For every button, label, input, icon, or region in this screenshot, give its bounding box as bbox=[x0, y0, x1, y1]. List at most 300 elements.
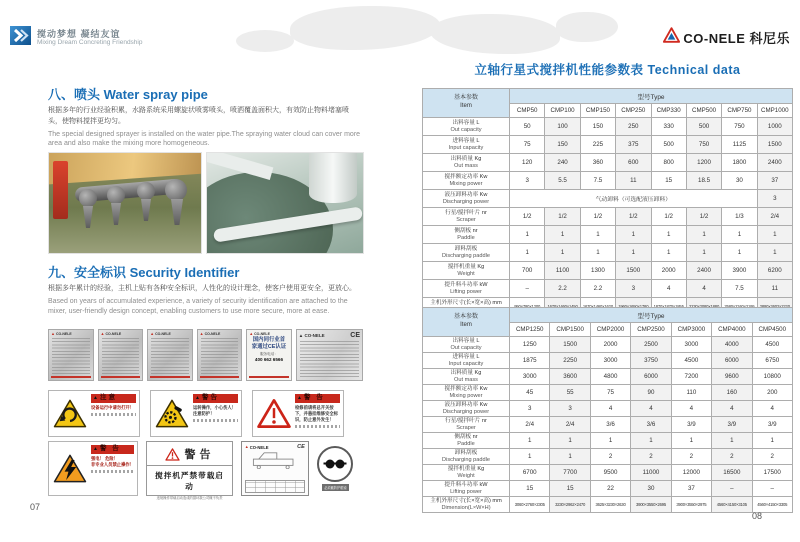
row-label: 主机外形尺寸(长×宽×高) mm bbox=[423, 298, 510, 316]
value-cell: 15 bbox=[510, 481, 550, 497]
row-label: 出料容量 L Out capacity bbox=[423, 337, 510, 353]
value-cell: 3 bbox=[616, 280, 651, 298]
value-cell: 1 bbox=[686, 226, 721, 244]
label-brand: CO-NELE bbox=[254, 332, 270, 336]
model-header: CMP2500 bbox=[631, 323, 671, 337]
row-label: 进料容量 L Input capacity bbox=[423, 353, 510, 369]
warning-label: ▲ 警告 运转操作，小心伤人！ 注意防护！ bbox=[150, 390, 242, 437]
value-cell: 600 bbox=[616, 154, 651, 172]
fine-print-lines bbox=[295, 425, 340, 428]
value-cell: 4 bbox=[651, 280, 686, 298]
world-map-decoration bbox=[290, 6, 440, 50]
row-label: 侧刮板 nr Paddle bbox=[423, 433, 510, 449]
value-cell: 3/9 bbox=[752, 417, 792, 433]
fine-print-lines bbox=[102, 338, 140, 374]
model-header: CMP750 bbox=[722, 104, 757, 118]
value-cell: 800 bbox=[651, 154, 686, 172]
table-row bbox=[423, 226, 793, 244]
type-header: 型号Type bbox=[510, 89, 793, 104]
model-header: CMP50 bbox=[510, 104, 545, 118]
value-cell: 750 bbox=[722, 118, 757, 136]
model-header: CMP4000 bbox=[712, 323, 752, 337]
model-header: CMP4500 bbox=[752, 323, 792, 337]
ce-nameplate-label bbox=[296, 329, 363, 381]
value-cell: 11 bbox=[757, 280, 792, 298]
item-header: 基本参数 Item bbox=[423, 89, 510, 118]
value-cell: 1 bbox=[510, 449, 550, 465]
value-cell: 4000 bbox=[712, 337, 752, 353]
label-brand: CO-NELE bbox=[105, 332, 122, 336]
row-label: 行星/搅拌叶片 nr Scraper bbox=[423, 417, 510, 433]
entanglement-hazard-icon bbox=[155, 398, 189, 429]
value-cell: 1 bbox=[616, 244, 651, 262]
table-row bbox=[423, 118, 793, 136]
value-cell: 500 bbox=[686, 118, 721, 136]
value-cell: 1 bbox=[550, 449, 590, 465]
instruction-label bbox=[48, 329, 94, 381]
value-cell: 7.5 bbox=[580, 172, 615, 190]
value-cell: 240 bbox=[545, 154, 580, 172]
value-cell: 3/9 bbox=[671, 417, 711, 433]
value-cell: 200 bbox=[752, 385, 792, 401]
value-cell: 6700 bbox=[510, 465, 550, 481]
row-label: 搅拌额定功率 Kw Mixing power bbox=[423, 172, 510, 190]
goggles-text: 必须戴防护眼镜 bbox=[324, 486, 347, 490]
warning-header: 注意 bbox=[99, 394, 117, 401]
value-cell: 2.2 bbox=[580, 280, 615, 298]
value-cell: 15 bbox=[651, 172, 686, 190]
value-cell: 360 bbox=[580, 154, 615, 172]
value-cell: 11 bbox=[616, 172, 651, 190]
value-cell: 50 bbox=[510, 118, 545, 136]
table-row bbox=[423, 244, 793, 262]
value-cell: 3 bbox=[510, 172, 545, 190]
warning-text: 运转操作，小心伤人！ 注意防护！ bbox=[193, 404, 236, 416]
instruction-label bbox=[147, 329, 193, 381]
brand-triangle-icon: ▲ bbox=[100, 331, 105, 336]
value-cell: 9500 bbox=[590, 465, 630, 481]
row-label: 搅拌额定功率 Kw Mixing power bbox=[423, 385, 510, 401]
row-label: 进料容量 L Input capacity bbox=[423, 136, 510, 154]
value-cell: 1 bbox=[757, 244, 792, 262]
value-cell: 15 bbox=[550, 481, 590, 497]
fine-print-lines bbox=[91, 470, 134, 473]
row-label: 行星/搅拌叶片 nr Scraper bbox=[423, 208, 510, 226]
world-map-decoration bbox=[430, 14, 560, 54]
row-label: 出料质量 Kg Out mass bbox=[423, 369, 510, 385]
table-header-row bbox=[423, 308, 793, 323]
fine-print-lines bbox=[193, 419, 238, 422]
value-cell: 3900×3550×2695 bbox=[631, 497, 671, 513]
warning-text: 设备运行中请勿打开！ bbox=[91, 404, 134, 410]
model-header: CMP3000 bbox=[671, 323, 711, 337]
warning-text: 强电！ 危险！ 非专业人员禁止操作！ bbox=[91, 455, 134, 467]
value-cell: 1250 bbox=[510, 337, 550, 353]
fine-print-lines bbox=[300, 341, 359, 377]
value-cell: 3750 bbox=[631, 353, 671, 369]
table-row bbox=[423, 433, 793, 449]
value-cell: 1 bbox=[631, 433, 671, 449]
section8-title: 八、喷头 Water spray pipe bbox=[48, 87, 208, 102]
machine-nameplate-label bbox=[241, 441, 309, 496]
value-cell: 22 bbox=[590, 481, 630, 497]
value-cell: 6750 bbox=[752, 353, 792, 369]
row-label: 提升料斗功率 kW Lifting power bbox=[423, 280, 510, 298]
warning-label: ▲ 警 告 强电！ 危险！ 非专业人员禁止操作！ bbox=[48, 441, 138, 496]
no-load-start-label bbox=[146, 441, 232, 500]
value-cell: 150 bbox=[545, 136, 580, 154]
chevron-logo-icon bbox=[10, 26, 31, 45]
row-label: 卸料刮板 Discharging paddle bbox=[423, 244, 510, 262]
value-cell: 1 bbox=[712, 433, 752, 449]
value-cell: 2.2 bbox=[545, 280, 580, 298]
value-cell: 75 bbox=[510, 136, 545, 154]
value-cell: 375 bbox=[616, 136, 651, 154]
value-cell: 1 bbox=[510, 226, 545, 244]
value-cell: 3/6 bbox=[631, 417, 671, 433]
value-cell: 1 bbox=[545, 244, 580, 262]
value-cell: 2000 bbox=[590, 337, 630, 353]
model-header: CMP2000 bbox=[590, 323, 630, 337]
warning-header: 警 告 bbox=[99, 445, 121, 452]
section8-body-cn: 根据多年的行业经验积累，水路系统采用螺旋状喷雾喷头，喷洒覆盖面积大，有效防止物料堵塞喷头，使物料搅拌更均匀。 bbox=[48, 107, 349, 125]
fine-print-lines bbox=[151, 338, 189, 374]
value-cell: 2/4 bbox=[550, 417, 590, 433]
instruction-label bbox=[197, 329, 243, 381]
technical-table-1 bbox=[422, 88, 793, 316]
value-cell: 3000 bbox=[671, 337, 711, 353]
label-brand: CO-NELE bbox=[204, 332, 221, 336]
table-row bbox=[423, 172, 793, 190]
warning-sub-text: 违规操作带载启动造成的损坏我公司概不负责 bbox=[156, 496, 223, 500]
value-cell: 4 bbox=[712, 401, 752, 417]
value-cell: 1 bbox=[671, 433, 711, 449]
model-header: CMP100 bbox=[545, 104, 580, 118]
table-row bbox=[423, 190, 793, 208]
row-label: 提升料斗功率 kW Lifting power bbox=[423, 481, 510, 497]
value-cell: 4 bbox=[686, 280, 721, 298]
value-cell: 4560×4150×3305 bbox=[752, 497, 792, 513]
table-row bbox=[423, 465, 793, 481]
value-cell: 7200 bbox=[671, 369, 711, 385]
warning-header: 警 告 bbox=[303, 394, 325, 401]
value-cell: 1 bbox=[651, 244, 686, 262]
value-cell: 1 bbox=[757, 226, 792, 244]
fine-print-lines bbox=[91, 413, 136, 416]
value-cell: 90 bbox=[631, 385, 671, 401]
value-cell: 2 bbox=[631, 449, 671, 465]
table-row bbox=[423, 208, 793, 226]
row-label: 液压卸料功率 Kw Discharging power bbox=[423, 401, 510, 417]
section9-title: 九、安全标识 Security Identifier bbox=[48, 265, 240, 280]
section9-body-cn: 根据多年累计的经验，主机上贴有各种安全标识，人性化的设计理念，使客户使用更安全，更放心。 bbox=[48, 285, 356, 292]
instruction-label bbox=[98, 329, 144, 381]
value-cell: 1 bbox=[580, 226, 615, 244]
value-cell: 45 bbox=[510, 385, 550, 401]
value-cell: 3900 bbox=[722, 262, 757, 280]
table-row bbox=[423, 262, 793, 280]
label-brand: ▲ CO-NELE bbox=[298, 333, 325, 338]
value-cell: 9600 bbox=[712, 369, 752, 385]
value-cell: 16500 bbox=[712, 465, 752, 481]
value-cell: 1 bbox=[722, 226, 757, 244]
cert-phone-number: 400 662 6566 bbox=[254, 356, 284, 362]
value-cell: 4500 bbox=[752, 337, 792, 353]
table-row bbox=[423, 497, 793, 513]
value-cell: 1/2 bbox=[510, 208, 545, 226]
general-warning-icon bbox=[165, 448, 180, 461]
value-cell: 500 bbox=[651, 136, 686, 154]
value-cell: 37 bbox=[757, 172, 792, 190]
technical-data-title: 立轴行星式搅拌机性能参数表 Technical data bbox=[474, 63, 741, 77]
merged-cell: 气动卸料（可选配液压卸料） bbox=[510, 190, 758, 208]
value-cell: 225 bbox=[580, 136, 615, 154]
type-header: 型号Type bbox=[510, 308, 793, 323]
value-cell: 2400 bbox=[757, 154, 792, 172]
value-cell: 1/2 bbox=[545, 208, 580, 226]
page-number-left: 07 bbox=[30, 502, 41, 512]
value-cell: 1/2 bbox=[616, 208, 651, 226]
model-header: CMP1000 bbox=[757, 104, 792, 118]
value-cell: 10800 bbox=[752, 369, 792, 385]
table-row bbox=[423, 369, 793, 385]
value-cell: 2/4 bbox=[510, 417, 550, 433]
value-cell: 4560×4150×3105 bbox=[712, 497, 752, 513]
value-cell: 1500 bbox=[757, 136, 792, 154]
row-label: 侧刮板 nr Paddle bbox=[423, 226, 510, 244]
row-label: 主机外形尺寸(长×宽×高) mm Dimension(L×W×H) bbox=[423, 497, 510, 513]
spray-pipe-photo bbox=[48, 152, 202, 254]
cert-line-2: 家通过CE认证 bbox=[251, 343, 287, 350]
value-cell: 4 bbox=[590, 401, 630, 417]
value-cell: 2 bbox=[590, 449, 630, 465]
value-cell: 2000 bbox=[651, 262, 686, 280]
value-cell: 1 bbox=[510, 433, 550, 449]
value-cell: 1200 bbox=[686, 154, 721, 172]
value-cell: 1 bbox=[510, 244, 545, 262]
label-brand: CO-NELE bbox=[249, 444, 269, 450]
row-label: 出料容量 L Out capacity bbox=[423, 118, 510, 136]
warning-label: ▲ 警 告 检修前请将总开关按下，并悬挂维修安全标识，防止意外发生！ bbox=[252, 390, 344, 437]
table-row bbox=[423, 449, 793, 465]
model-header: CMP150 bbox=[580, 104, 615, 118]
warning-labels-row-2 bbox=[48, 441, 354, 500]
mixer-interior-photo bbox=[206, 152, 364, 254]
row-label: 搅拌机重量 Kg Weight bbox=[423, 262, 510, 280]
value-cell: 1500 bbox=[616, 262, 651, 280]
table-row bbox=[423, 417, 793, 433]
value-cell: 1100 bbox=[545, 262, 580, 280]
value-cell: 2 bbox=[712, 449, 752, 465]
value-cell: 37 bbox=[671, 481, 711, 497]
section9-body bbox=[48, 284, 362, 316]
table-row bbox=[423, 353, 793, 369]
goggles-icon bbox=[323, 458, 347, 470]
table-row bbox=[423, 136, 793, 154]
value-cell: 3230×2962×2470 bbox=[550, 497, 590, 513]
machine-diagram bbox=[245, 451, 305, 479]
world-map-decoration bbox=[236, 30, 294, 52]
value-cell: 1125 bbox=[722, 136, 757, 154]
value-cell: 3600 bbox=[550, 369, 590, 385]
value-cell: 4500 bbox=[671, 353, 711, 369]
model-header: CMP1250 bbox=[510, 323, 550, 337]
value-cell: 1875 bbox=[510, 353, 550, 369]
value-cell: 7.5 bbox=[722, 280, 757, 298]
value-cell: 3 bbox=[510, 401, 550, 417]
value-cell: 6000 bbox=[631, 369, 671, 385]
model-header: CMP500 bbox=[686, 104, 721, 118]
section8-body bbox=[48, 106, 362, 149]
row-label: 出料质量 Kg Out mass bbox=[423, 154, 510, 172]
value-cell: 4 bbox=[752, 401, 792, 417]
warning-header: 警告 bbox=[201, 394, 219, 401]
nameplate-grid bbox=[245, 480, 305, 493]
fine-print-lines bbox=[201, 338, 239, 374]
value-cell: 3/6 bbox=[590, 417, 630, 433]
value-cell: 110 bbox=[671, 385, 711, 401]
ce-mark: CE bbox=[350, 332, 361, 339]
value-cell: 17500 bbox=[752, 465, 792, 481]
value-cell: 11000 bbox=[631, 465, 671, 481]
value-cell: 3 bbox=[757, 190, 792, 208]
metal-labels-row bbox=[48, 329, 363, 381]
table-row bbox=[423, 337, 793, 353]
slogan-english: Mixing Dream Concreting Friendship bbox=[37, 39, 143, 46]
value-cell: 2 bbox=[671, 449, 711, 465]
value-cell: – bbox=[712, 481, 752, 497]
value-cell: 2 bbox=[752, 449, 792, 465]
value-cell: 3000 bbox=[510, 369, 550, 385]
value-cell: 1 bbox=[580, 244, 615, 262]
value-cell: 12000 bbox=[671, 465, 711, 481]
value-cell: 30 bbox=[722, 172, 757, 190]
brand-triangle-icon: ▲ bbox=[51, 331, 55, 336]
value-cell: 4800 bbox=[590, 369, 630, 385]
electric-hazard-icon bbox=[53, 453, 87, 484]
value-cell: 1 bbox=[545, 226, 580, 244]
cert-phone-label: 服务电话： bbox=[259, 351, 278, 356]
table-row bbox=[423, 481, 793, 497]
value-cell: 330 bbox=[651, 118, 686, 136]
value-cell: 4 bbox=[631, 401, 671, 417]
value-cell: 30 bbox=[631, 481, 671, 497]
table-row bbox=[423, 385, 793, 401]
value-cell: 4 bbox=[671, 401, 711, 417]
value-cell: – bbox=[510, 280, 545, 298]
value-cell: 700 bbox=[510, 262, 545, 280]
value-cell: 160 bbox=[712, 385, 752, 401]
value-cell: 100 bbox=[545, 118, 580, 136]
ce-certified-label bbox=[246, 329, 292, 381]
brand-triangle-icon: ▲ bbox=[249, 331, 254, 336]
value-cell: 120 bbox=[510, 154, 545, 172]
value-cell: 1 bbox=[686, 244, 721, 262]
value-cell: 1/2 bbox=[580, 208, 615, 226]
ce-mark: CE bbox=[297, 444, 305, 450]
value-cell: 2500 bbox=[631, 337, 671, 353]
value-cell: 1 bbox=[590, 433, 630, 449]
model-header: CMP250 bbox=[616, 104, 651, 118]
value-cell: 1 bbox=[550, 433, 590, 449]
value-cell: 1 bbox=[616, 226, 651, 244]
cert-line-1: 国内同行业首 bbox=[252, 337, 286, 343]
row-label: 搅拌机重量 Kg Weight bbox=[423, 465, 510, 481]
brand-triangle-icon bbox=[663, 27, 680, 48]
value-cell: 2250 bbox=[550, 353, 590, 369]
value-cell: 1 bbox=[722, 244, 757, 262]
warning-main-text: 搅拌机严禁带载启动 bbox=[155, 471, 224, 491]
value-cell: 1 bbox=[752, 433, 792, 449]
table-header-row bbox=[423, 89, 793, 104]
model-header: CMP1500 bbox=[550, 323, 590, 337]
value-cell: 750 bbox=[686, 136, 721, 154]
wear-goggles-label bbox=[317, 441, 354, 496]
fine-print-lines bbox=[52, 338, 90, 374]
value-cell: 1500 bbox=[550, 337, 590, 353]
value-cell: 18.5 bbox=[686, 172, 721, 190]
row-label: 卸料刮板 Discharging paddle bbox=[423, 449, 510, 465]
general-warning-icon bbox=[257, 398, 291, 429]
warning-label: ▲ 注意 设备运行中请勿打开！ bbox=[48, 390, 140, 437]
value-cell: – bbox=[752, 481, 792, 497]
label-brand: CO-NELE bbox=[55, 332, 72, 336]
rotation-hazard-icon bbox=[53, 398, 87, 429]
section8-body-en: The special designed sprayer is installed on the water pipe.The spraying water cloud can cover more area and also make the mixing more homogeneous. bbox=[48, 130, 361, 148]
value-cell: 1 bbox=[651, 226, 686, 244]
section9-body-en: Based on years of accumulated experience, a variety of security identification are attached to the mixer, user-friendly design concept, enabling customers to use more secure, more at ease. bbox=[48, 297, 348, 315]
brand-logo bbox=[663, 27, 790, 48]
value-cell: 5.5 bbox=[545, 172, 580, 190]
value-cell: 1/3 bbox=[722, 208, 757, 226]
value-cell: 150 bbox=[580, 118, 615, 136]
value-cell: 1000 bbox=[757, 118, 792, 136]
value-cell: 6000 bbox=[712, 353, 752, 369]
value-cell: 2/4 bbox=[757, 208, 792, 226]
value-cell: 1/2 bbox=[686, 208, 721, 226]
value-cell: 7700 bbox=[550, 465, 590, 481]
item-header: 基本参数 Item bbox=[423, 308, 510, 337]
value-cell: 1300 bbox=[580, 262, 615, 280]
value-cell: 2400 bbox=[686, 262, 721, 280]
brand-name: CO-NELE 科尼乐 bbox=[683, 31, 790, 46]
slogan-chinese: 搅动梦想 凝结友谊 bbox=[37, 29, 121, 39]
value-cell: 250 bbox=[616, 118, 651, 136]
table-row bbox=[423, 154, 793, 172]
page-number-right: 08 bbox=[752, 511, 763, 521]
value-cell: 55 bbox=[550, 385, 590, 401]
warning-labels-row bbox=[48, 390, 348, 437]
brand-triangle-icon: ▲ bbox=[150, 331, 155, 336]
warning-header: 警告 bbox=[184, 449, 215, 461]
value-cell: 3060×2760×2305 bbox=[510, 497, 550, 513]
value-cell: 3/9 bbox=[712, 417, 752, 433]
brand-triangle-icon: ▲ bbox=[244, 444, 249, 449]
world-map-decoration bbox=[556, 12, 618, 42]
brand-triangle-icon: ▲ bbox=[199, 331, 204, 336]
technical-table-2 bbox=[422, 307, 793, 513]
value-cell: 1800 bbox=[722, 154, 757, 172]
value-cell: 3000 bbox=[590, 353, 630, 369]
label-brand: CO-NELE bbox=[155, 332, 171, 336]
value-cell: 75 bbox=[590, 385, 630, 401]
model-header: CMP330 bbox=[651, 104, 686, 118]
value-cell: 1/2 bbox=[651, 208, 686, 226]
row-label: 液压卸料功率 Kw Discharging power bbox=[423, 190, 510, 208]
warning-text: 检修前请将总开关按下，并悬挂维修安全标识，防止意外发生！ bbox=[295, 404, 338, 422]
value-cell: 3900×3550×2975 bbox=[671, 497, 711, 513]
value-cell: 3 bbox=[550, 401, 590, 417]
